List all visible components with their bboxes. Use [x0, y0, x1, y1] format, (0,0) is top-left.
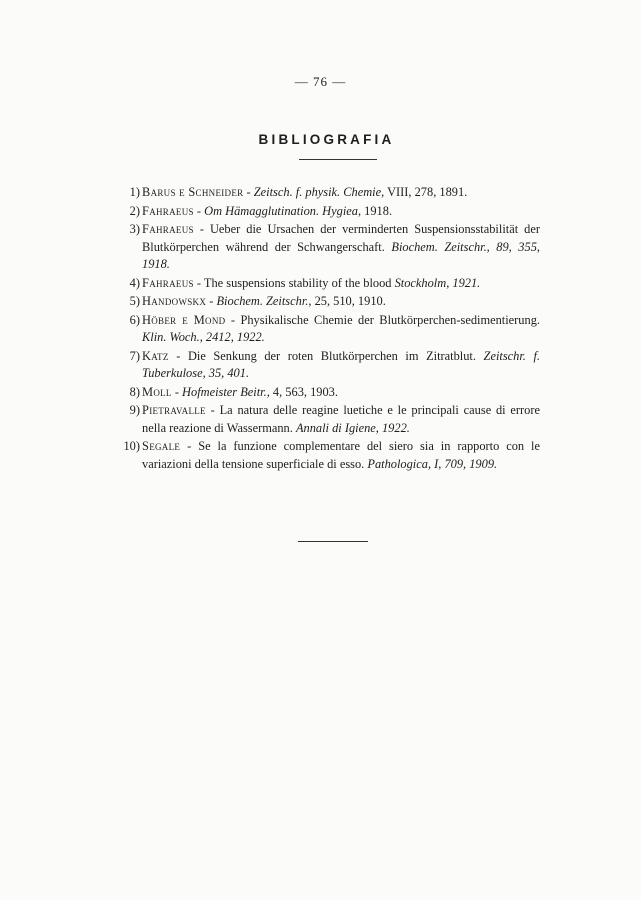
- page-number: — 76 —: [294, 74, 347, 89]
- reference-author: Segale: [142, 439, 181, 454]
- reference-item: [116, 312, 540, 347]
- reference-title: The suspensions stability of the blood: [203, 275, 395, 290]
- reference-item: [116, 275, 540, 292]
- reference-source: Biochem. Zeitschr., 89, 355, 1918.: [142, 239, 540, 271]
- reference-number: 7): [129, 348, 140, 363]
- reference-details: 25, 510, 1910.: [311, 294, 386, 309]
- section-heading: BIBLIOGRAFIA: [258, 132, 395, 147]
- reference-number: 3): [129, 222, 140, 237]
- reference-author: Fahraeus: [142, 222, 194, 237]
- reference-work: Biochem. Zeitschr.,: [216, 294, 312, 309]
- reference-title: La natura delle reagine luetiche e le principali cause di errore nella reazione di Wassermann.: [142, 403, 540, 435]
- end-rule: [298, 541, 368, 542]
- reference-number: 6): [129, 312, 140, 327]
- reference-item: [116, 348, 540, 383]
- reference-work: Zeitsch. f. physik. Chemie,: [253, 185, 385, 199]
- reference-details: 1918.: [361, 203, 393, 218]
- reference-author: Barus e Schneider: [142, 185, 244, 199]
- reference-number: 4): [129, 275, 140, 290]
- reference-source: Annali di Igiene, 1922.: [295, 420, 410, 435]
- reference-separator: -: [243, 185, 254, 199]
- reference-source: Zeitschr. f. Tuberkulose, 35, 401.: [142, 348, 540, 381]
- reference-separator: -: [193, 275, 204, 290]
- reference-separator: -: [171, 384, 183, 399]
- reference-number: 5): [129, 294, 140, 309]
- reference-title: Se la funzione complementare del siero sia in rapporto con le variazioni della tensione superficiale di esso.: [142, 439, 540, 471]
- reference-number: 8): [129, 384, 140, 399]
- reference-author: Handowskx: [142, 294, 207, 309]
- reference-author: Katz: [142, 348, 169, 363]
- reference-title: Ueber die Ursachen der verminderten Suspensionsstabilität der Blutkörperchen während der Schwangerschaft.: [142, 222, 540, 254]
- reference-number: 10): [123, 439, 140, 454]
- reference-author: Pietravalle: [142, 403, 206, 418]
- reference-number: 2): [129, 203, 140, 218]
- heading-underline: [299, 159, 377, 160]
- reference-number: 9): [129, 403, 140, 418]
- reference-work: Hofmeister Beitr.,: [182, 384, 270, 399]
- reference-details: 4, 563, 1903.: [269, 384, 338, 399]
- reference-separator: -: [193, 222, 210, 237]
- reference-item: [116, 184, 540, 201]
- reference-item: [116, 293, 540, 310]
- reference-author: Höber e Mond: [142, 312, 226, 327]
- reference-item: [116, 203, 540, 220]
- reference-author: Fahraeus: [142, 275, 194, 290]
- reference-item: [116, 221, 540, 273]
- reference-source: Klin. Woch., 2412, 1922.: [142, 330, 265, 345]
- reference-details: VIII, 278, 1891.: [384, 185, 468, 199]
- reference-author: Fahraeus: [142, 203, 194, 218]
- reference-title: Die Senkung der roten Blutkörperchen im Zitratblut.: [187, 348, 484, 363]
- reference-separator: -: [180, 439, 199, 454]
- reference-item: [116, 402, 540, 437]
- reference-separator: -: [206, 294, 217, 309]
- reference-separator: -: [205, 403, 220, 418]
- reference-source: Pathologica, I, 709, 1909.: [367, 456, 498, 471]
- reference-item: [116, 384, 540, 401]
- reference-author: Moll: [142, 384, 172, 399]
- reference-work: Om Hämagglutination. Hygiea,: [204, 203, 362, 218]
- reference-number: 1): [129, 185, 140, 199]
- reference-separator: -: [168, 348, 188, 363]
- reference-title: Physikalische Chemie der Blutkörperchen-sedimentierung.: [240, 312, 540, 327]
- reference-source: Stockholm, 1921.: [394, 275, 481, 290]
- reference-item: [116, 438, 540, 473]
- reference-separator: -: [225, 312, 241, 327]
- reference-list: [116, 184, 540, 474]
- reference-separator: -: [193, 203, 205, 218]
